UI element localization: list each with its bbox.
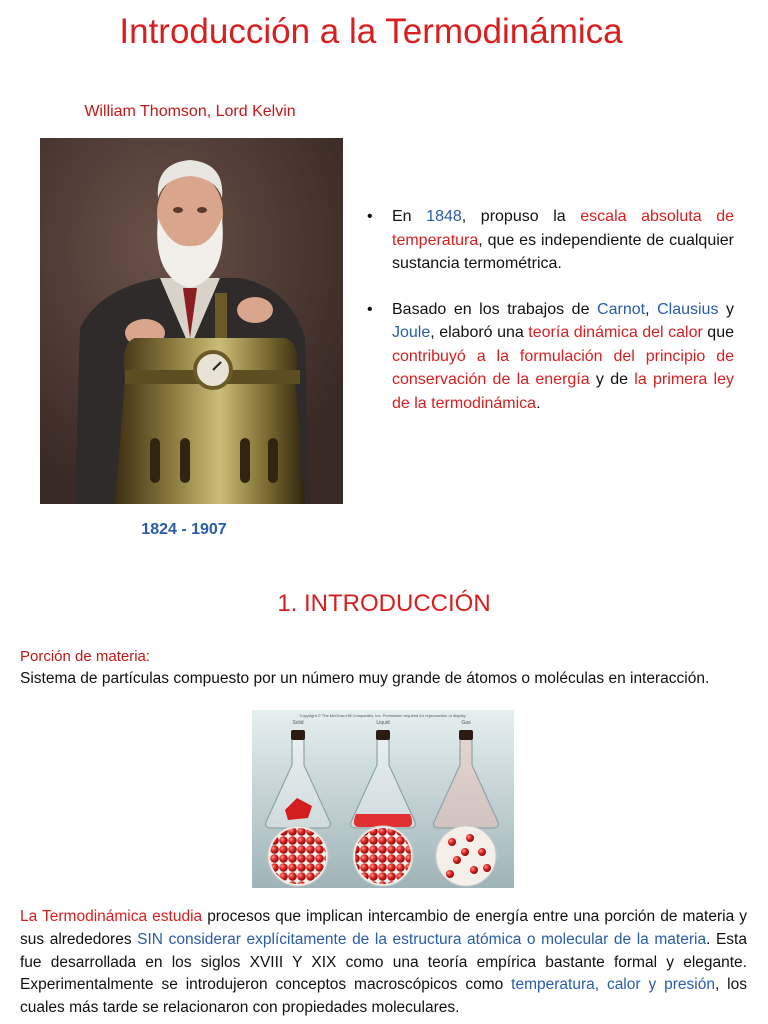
states-of-matter-figure: [252, 710, 514, 888]
bio-bullet-list: [367, 205, 734, 437]
lifespan-years: 1824 - 1907: [141, 521, 227, 538]
bio2-text-a: Basado en los trabajos de: [392, 300, 598, 318]
para-without-structure: SIN considerar explícitamente de la estructura atómica o molecular de la materia: [137, 930, 707, 948]
bio2-text-d: que: [702, 324, 734, 341]
page-title: Introducción a la Termodinámica: [119, 12, 623, 51]
bio2-text-b: y: [718, 300, 734, 318]
section-heading: 1. INTRODUCCIÓN: [277, 590, 491, 617]
bullet-icon: •: [367, 208, 373, 225]
bio1-year: 1848: [426, 208, 462, 225]
bio1-text-c: , que es independiente de cualquier sustancia termométrica.: [392, 231, 734, 272]
para-thermo-studies: La Termodinámica estudia: [20, 908, 203, 925]
kelvin-portrait: [40, 138, 343, 504]
para-text-c: , los cuales más tarde se relacionaron con propiedades moleculares.: [20, 976, 747, 1017]
bio2-text-f: .: [536, 394, 541, 412]
bio2-dynamic-theory: teoría dinámica del calor: [528, 324, 703, 341]
thermodynamics-paragraph: [20, 906, 747, 1020]
figure-copyright: Copyright © The McGraw-Hill Companies, Inc. Permission required for reproduction or display.: [299, 713, 467, 718]
figure-label-solid: Solid: [292, 720, 304, 726]
figure-label-liquid: Liquid: [376, 720, 390, 726]
bio2-sep: ,: [645, 300, 658, 318]
matter-label: Porción de materia:: [20, 648, 151, 665]
bio1-text-b: , propuso la: [461, 208, 581, 225]
bio-item-1: [367, 205, 734, 276]
flasks-illustration: [252, 710, 514, 888]
matter-definition: Sistema de partículas compuesto por un número muy grande de átomos o moléculas en interacción.: [20, 670, 710, 687]
portrait-caption: William Thomson, Lord Kelvin: [84, 103, 296, 120]
bio2-joule: Joule: [392, 324, 431, 341]
bullet-icon: •: [367, 300, 373, 318]
bio1-text-a: En: [392, 208, 427, 225]
bio2-clausius: Clausius: [657, 300, 719, 318]
portrait-illustration: [40, 138, 343, 504]
bio2-first-law: la primera ley de la termodinámica: [392, 371, 735, 412]
bio1-absolute-scale: escala absoluta de temperatura: [392, 208, 734, 249]
bio2-carnot: Carnot: [597, 300, 646, 318]
para-text-a: procesos que implican intercambio de energía entre una porción de materia y sus alrededores: [20, 908, 747, 948]
figure-label-gas: Gas: [461, 720, 471, 726]
para-text-b: . Esta fue desarrollada en los siglos XVIII Y XIX como una teoría empírica bastante formal y elegante. Experimentalmente se introdujeron conceptos macroscópicos como: [20, 930, 747, 994]
bio2-text-c: , elaboró una: [430, 324, 529, 341]
bio2-contribution: contribuyó a la formulación del principio de conservación de la energía: [392, 347, 734, 388]
bio2-text-e: y de: [589, 371, 635, 388]
para-concepts: temperatura, calor y presión: [511, 976, 715, 994]
bio-item-2: [367, 298, 734, 416]
